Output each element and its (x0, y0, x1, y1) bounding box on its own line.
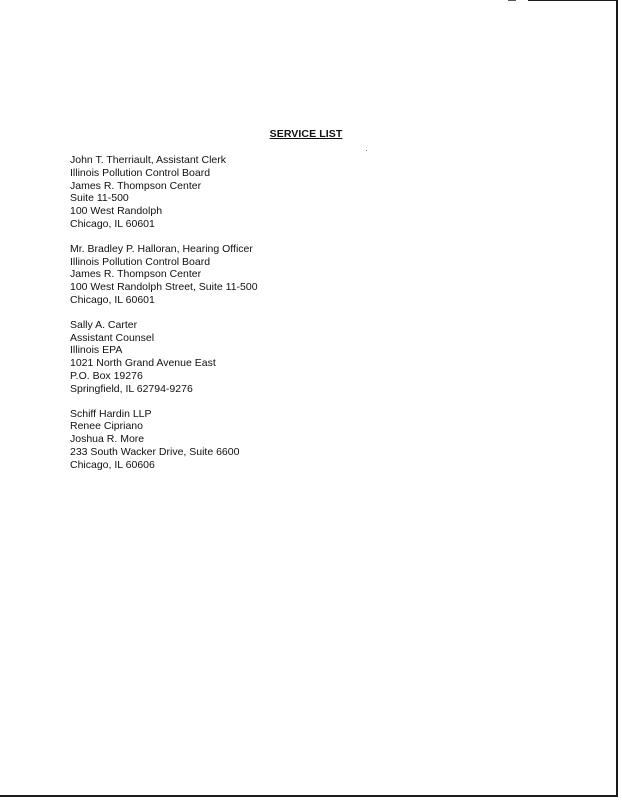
entry-line: John T. Therriault, Assistant Clerk (70, 154, 227, 166)
entry-line: Mr. Bradley P. Halloran, Hearing Officer (70, 242, 253, 255)
entry-line: 1021 North Grand Avenue East (70, 357, 216, 370)
scan-speck (366, 150, 367, 151)
entry-line: 100 West Randolph (70, 205, 163, 218)
entry-line: 233 South Wacker Drive, Suite 6600 (70, 445, 240, 458)
entry-line: Illinois EPA (70, 344, 123, 357)
entry-line: Illinois Pollution Control Board (70, 255, 211, 268)
entry-line: Assistant Counsel (70, 331, 155, 344)
entry-line: Springfield, IL 62794-9276 (70, 382, 193, 395)
entry-line: Chicago, IL 60601 (70, 293, 155, 306)
service-entry (70, 408, 590, 472)
entry-line: Schiff Hardin LLP (70, 407, 152, 420)
entry-line: Suite 11-500 (70, 192, 129, 205)
service-entry (70, 154, 590, 231)
scan-speck (508, 0, 516, 1)
entry-line: Chicago, IL 60601 (70, 217, 155, 230)
scan-edge-bottom (0, 795, 618, 797)
entry-line: Sally A. Carter (70, 318, 138, 331)
page-title: SERVICE LIST (269, 128, 343, 140)
entry-line: Joshua R. More (70, 433, 145, 446)
entry-line: Illinois Pollution Control Board (70, 166, 211, 179)
entry-line: P.O. Box 19276 (70, 369, 143, 382)
entry-line: 100 West Randolph Street, Suite 11-500 (70, 281, 258, 294)
entry-line: Renee Cipriano (70, 420, 143, 433)
service-entry (70, 243, 590, 307)
entry-line: James R. Thompson Center (70, 179, 202, 192)
service-list (70, 154, 590, 484)
entry-line: James R. Thompson Center (70, 268, 202, 281)
entry-line: Chicago, IL 60606 (70, 458, 155, 471)
scan-edge-top (528, 0, 618, 1)
service-entry (70, 319, 590, 396)
scan-edge-right (616, 0, 618, 796)
